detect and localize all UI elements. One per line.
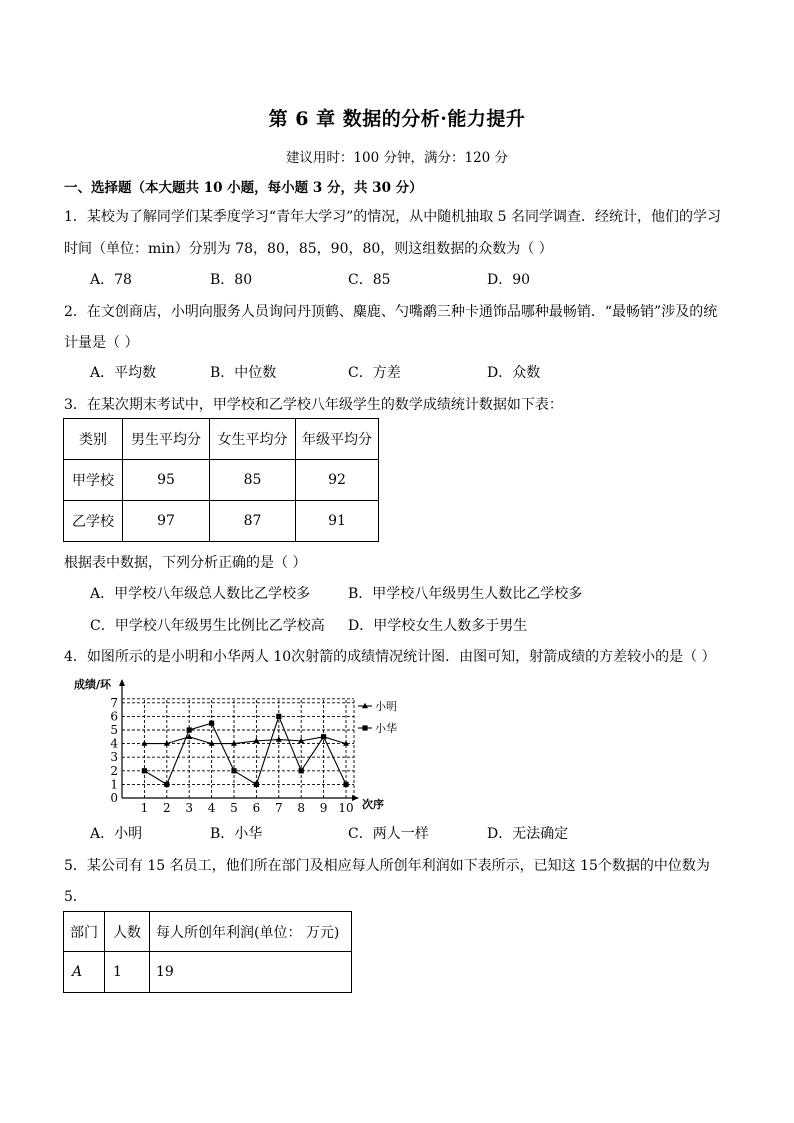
- x-tick-label: 10: [338, 801, 354, 815]
- table-header-cell: 人数: [105, 912, 150, 952]
- data-point: [276, 736, 282, 741]
- y-tick-label: 6: [110, 709, 118, 724]
- table-cell: 甲学校: [64, 460, 123, 501]
- page-title: 第 6 章 数据的分析·能力提升: [268, 108, 526, 130]
- x-tick-label: 7: [274, 801, 283, 815]
- table-row: [64, 952, 352, 993]
- q2-option-c: C．方差: [348, 365, 401, 381]
- q2-text-line1: 2．在文创商店，小明向服务人员询问丹顶鹤、麋鹿、勺嘴鹬三种卡通饰品哪种最畅销．“最畅销”涉及的统: [64, 304, 718, 320]
- page-subtitle: 建议用时：100 分钟，满分：120 分: [285, 150, 509, 166]
- series-line-2: [144, 716, 346, 784]
- y-tick-label: 5: [110, 723, 118, 737]
- q4-option-d: D．无法确定: [487, 826, 569, 842]
- table-header-cell: 类别: [64, 419, 123, 460]
- data-point: [142, 768, 147, 773]
- table-header-row: [64, 419, 379, 460]
- q3-text-line2: 根据表中数据，下列分析正确的是（ ）: [64, 555, 307, 571]
- x-tick-label: 4: [207, 801, 216, 815]
- table-header-cell: 部门: [64, 912, 105, 952]
- x-tick-label: 5: [230, 801, 238, 815]
- q3-option-a: A．甲学校八年级总人数比乙学校多: [90, 586, 311, 602]
- table-cell: 91: [296, 501, 379, 542]
- x-tick-label: 2: [162, 801, 171, 815]
- q2-option-a: A．平均数: [90, 365, 157, 381]
- data-point: [276, 714, 281, 719]
- table-cell: 97: [123, 501, 210, 542]
- legend-marker: [362, 725, 367, 730]
- data-point: [343, 782, 348, 787]
- series-line-1: [144, 737, 346, 744]
- data-point: [187, 727, 192, 732]
- table-header-row: [64, 912, 352, 952]
- x-axis-label: 次序: [362, 798, 384, 811]
- y-axis-arrow: [119, 679, 125, 686]
- x-tick-label: 9: [319, 801, 328, 815]
- q1-option-d: D．90: [487, 272, 531, 288]
- y-axis-label: 成绩/环: [74, 678, 112, 691]
- table-cell: A: [64, 952, 105, 993]
- table-row: [64, 460, 379, 501]
- chart-legend: [358, 699, 397, 735]
- table-cell: 95: [123, 460, 210, 501]
- table-cell: 85: [210, 460, 296, 501]
- y-tick-label: 4: [110, 736, 118, 751]
- q2-option-d: D．众数: [487, 365, 541, 381]
- y-tick-label: 2: [110, 763, 118, 778]
- data-point: [254, 782, 259, 787]
- table-cell: 乙学校: [64, 501, 123, 542]
- q1-option-c: C．85: [348, 272, 391, 288]
- q3-text-line1: 3．在某次期末考试中，甲学校和乙学校八年级学生的数学成绩统计数据如下表：: [64, 397, 563, 413]
- q1-option-b: B．80: [210, 272, 253, 288]
- table-cell: 1: [105, 952, 150, 993]
- q3-option-c: C．甲学校八年级男生比例比乙学校高: [90, 618, 325, 634]
- x-tick-label: 6: [252, 801, 261, 815]
- q4-text-line1: 4．如图所示的是小明和小华两人 10次射箭的成绩情况统计图．由图可知，射箭成绩的方差较小的是（ ）: [64, 649, 716, 665]
- chart-grid: [122, 699, 354, 798]
- q5-text-line1: 5．某公司有 15 名员工，他们所在部门及相应每人所创年利润如下表所示，已知这 15个数据的中位数为: [64, 858, 710, 874]
- y-tick-label: 0: [110, 791, 118, 805]
- q3-option-d: D．甲学校女生人数多于男生: [348, 618, 528, 634]
- y-tick-label: 3: [110, 750, 118, 765]
- q1-text-line2: 时间（单位：min）分别为 78，80，85，90，80，则这组数据的众数为（ ）: [64, 241, 553, 257]
- table-header-cell: 每人所创年利润(单位： 万元): [150, 912, 352, 952]
- x-tick-label: 1: [140, 801, 149, 815]
- legend-label: 小华: [375, 722, 397, 735]
- chart-axes: [110, 679, 359, 815]
- q5-text-line2: 5．: [64, 889, 87, 905]
- q3-option-b: B．甲学校八年级男生人数比乙学校多: [348, 586, 583, 602]
- table-cell: 92: [296, 460, 379, 501]
- data-point: [299, 768, 304, 773]
- table-header-cell: 男生平均分: [123, 419, 210, 460]
- q3-table: [63, 418, 379, 542]
- q2-option-b: B．中位数: [210, 365, 277, 381]
- table-cell: 87: [210, 501, 296, 542]
- score-line-chart: [60, 672, 400, 820]
- data-point: [209, 721, 214, 726]
- q5-table: [63, 911, 352, 993]
- y-tick-label: 7: [110, 695, 118, 710]
- x-tick-label: 3: [185, 801, 194, 815]
- q1-option-a: A．78: [90, 272, 132, 288]
- chart-series: [141, 714, 349, 787]
- x-tick-label: 8: [297, 801, 306, 815]
- section-heading: 一、选择题（本大题共 10 小题，每小题 3 分，共 30 分）: [64, 180, 423, 196]
- table-header-cell: 女生平均分: [210, 419, 296, 460]
- q4-option-a: A．小明: [90, 826, 143, 842]
- q4-option-b: B．小华: [210, 826, 263, 842]
- table-cell: 19: [150, 952, 352, 993]
- data-point: [231, 768, 236, 773]
- q2-text-line2: 计量是（ ）: [64, 335, 139, 351]
- y-tick-label: 1: [110, 777, 118, 792]
- legend-label: 小明: [375, 700, 397, 713]
- table-row: [64, 501, 379, 542]
- q4-option-c: C．两人一样: [348, 826, 429, 842]
- data-point: [321, 734, 326, 739]
- data-point: [164, 782, 169, 787]
- table-header-cell: 年级平均分: [296, 419, 379, 460]
- q1-text-line1: 1．某校为了解同学们某季度学习“青年大学习”的情况，从中随机抽取 5 名同学调查．经统计，他们的学习: [64, 209, 722, 225]
